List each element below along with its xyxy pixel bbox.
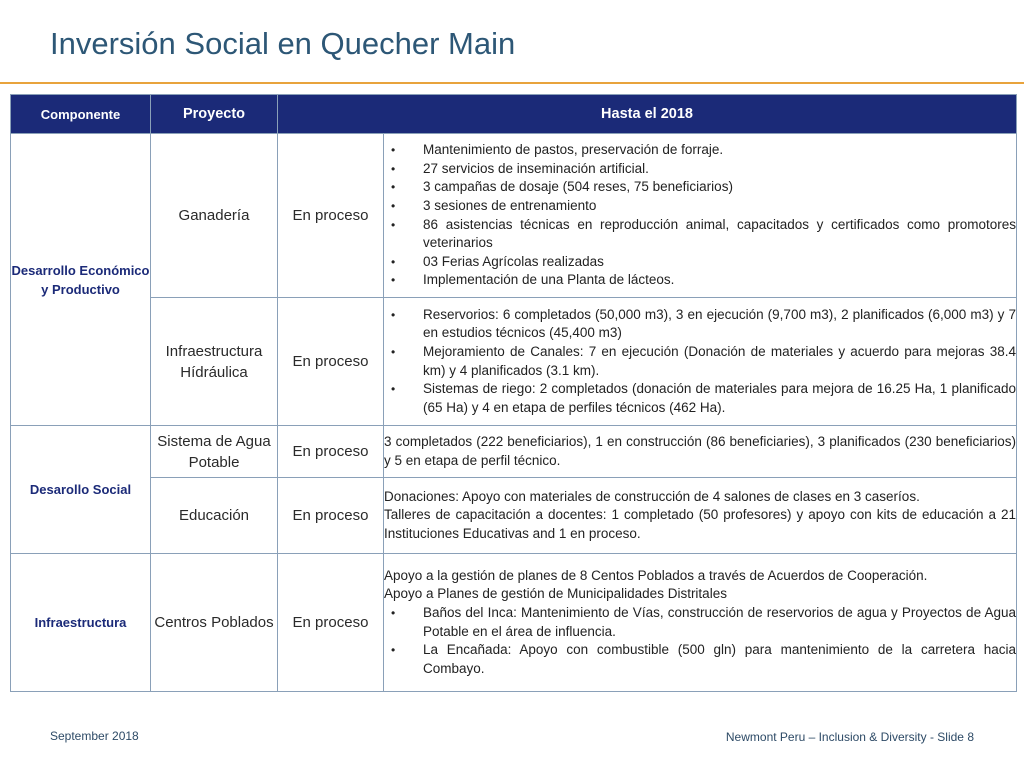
status-cell: En proceso [278,554,384,692]
detail-paragraph: Talleres de capacitación a docentes: 1 completado (50 profesores) y apoyo con kits de educación a 21 Instituciones Educativas and 1 en proceso. [384,507,1016,541]
detail-paragraph: Apoyo a la gestión de planes de 8 Centos Poblados a través de Acuerdos de Cooperación. [384,567,928,583]
status-cell: En proceso [278,134,384,298]
list-item: • 3 sesiones de entrenamiento [384,197,1016,216]
bullet-icon: • [391,161,396,176]
project-cell: Educación [151,478,278,554]
table-row [11,478,1017,554]
detail-paragraph: Donaciones: Apoyo con materiales de construcción de 4 salones de clases en 3 caseríos. [384,488,920,504]
detail-cell: 3 completados (222 beneficiarios), 1 en construcción (86 beneficiaries), 3 planificados (230 beneficiarios) y 5 en etapa de perfil técnico. [384,426,1017,478]
status-cell: En proceso [278,298,384,426]
table-row [11,554,1017,692]
table-header-row [11,95,1017,134]
status-cell: En proceso [278,478,384,554]
header-componente: Componente [11,95,151,134]
list-item: • Sistemas de riego: 2 completados (donación de materiales para mejora de 16.25 Ha, 1 planificado (65 Ha) y 4 en etapa de perfiles técnicos (462 Ha). [391,381,1016,415]
bullet-icon: • [391,143,396,158]
list-item: • Reservorios: 6 completados (50,000 m3), 3 en ejecución (9,700 m3), 2 planificados (6,000 m3) y 7 en estudios técnicos (45,400 m3) [391,306,1016,341]
detail-cell [384,134,1017,298]
detail-cell [384,298,1017,426]
bullet-icon: • [391,180,396,195]
component-cell: Desarrollo Económico y Productivo [11,134,151,426]
component-cell: Desarollo Social [11,426,151,554]
bullet-icon: • [391,273,396,288]
component-cell: Infraestructura [11,554,151,692]
table-row [11,426,1017,478]
table-row [11,134,1017,298]
bullet-icon: • [391,382,396,397]
bullet-icon: • [391,643,396,658]
list-item: • 03 Ferias Agrícolas realizadas [384,253,1016,272]
list-item: • 86 asistencias técnicas en reproducción animal, capacitados y certificados como promotores veterinarios [391,216,1016,251]
detail-paragraph: Apoyo a Planes de gestión de Municipalidades Distritales [384,586,727,602]
title-divider [0,82,1024,84]
detail-cell [384,478,1017,554]
table-row [11,298,1017,426]
investment-table [10,94,1017,692]
header-hasta-2018: Hasta el 2018 [278,95,1017,134]
list-item: • Mantenimiento de pastos, preservación de forraje. [384,141,1016,160]
bullet-icon: • [391,217,396,232]
project-cell: Ganadería [151,134,278,298]
bullet-icon: • [391,254,396,269]
slide-title: Inversión Social en Quecher Main [50,26,516,61]
footer-date: September 2018 [50,729,139,743]
footer-slide-info: Newmont Peru – Inclusion & Diversity - Slide 8 [725,730,974,744]
list-item: • Mejoramiento de Canales: 7 en ejecución (Donación de materiales y acuerdo para mejoras 38.4 km) y 4 planificados (3.1 km). [391,343,1016,378]
list-item: • La Encañada: Apoyo con combustible (500 gln) para mantenimiento de la carretera hacia Combayo. [391,642,1016,676]
bullet-icon: • [391,605,396,620]
status-cell: En proceso [278,426,384,478]
list-item: • 27 servicios de inseminación artificial. [384,160,1016,179]
bullet-icon: • [391,307,396,322]
project-cell: Sistema de Agua Potable [151,426,278,478]
list-item: • Baños del Inca: Mantenimiento de Vías, construcción de reservorios de agua y Proyectos de Agua Potable en el área de influencia. [391,604,1016,639]
project-cell: Centros Poblados [151,554,278,692]
bullet-icon: • [391,198,396,213]
bullet-icon: • [391,344,396,359]
list-item: • Implementación de una Planta de lácteos. [384,271,1016,290]
list-item: • 3 campañas de dosaje (504 reses, 75 beneficiarios) [384,178,1016,197]
detail-cell [384,554,1017,692]
header-proyecto: Proyecto [151,95,278,134]
project-cell: Infraestructura Hídráulica [151,298,278,426]
